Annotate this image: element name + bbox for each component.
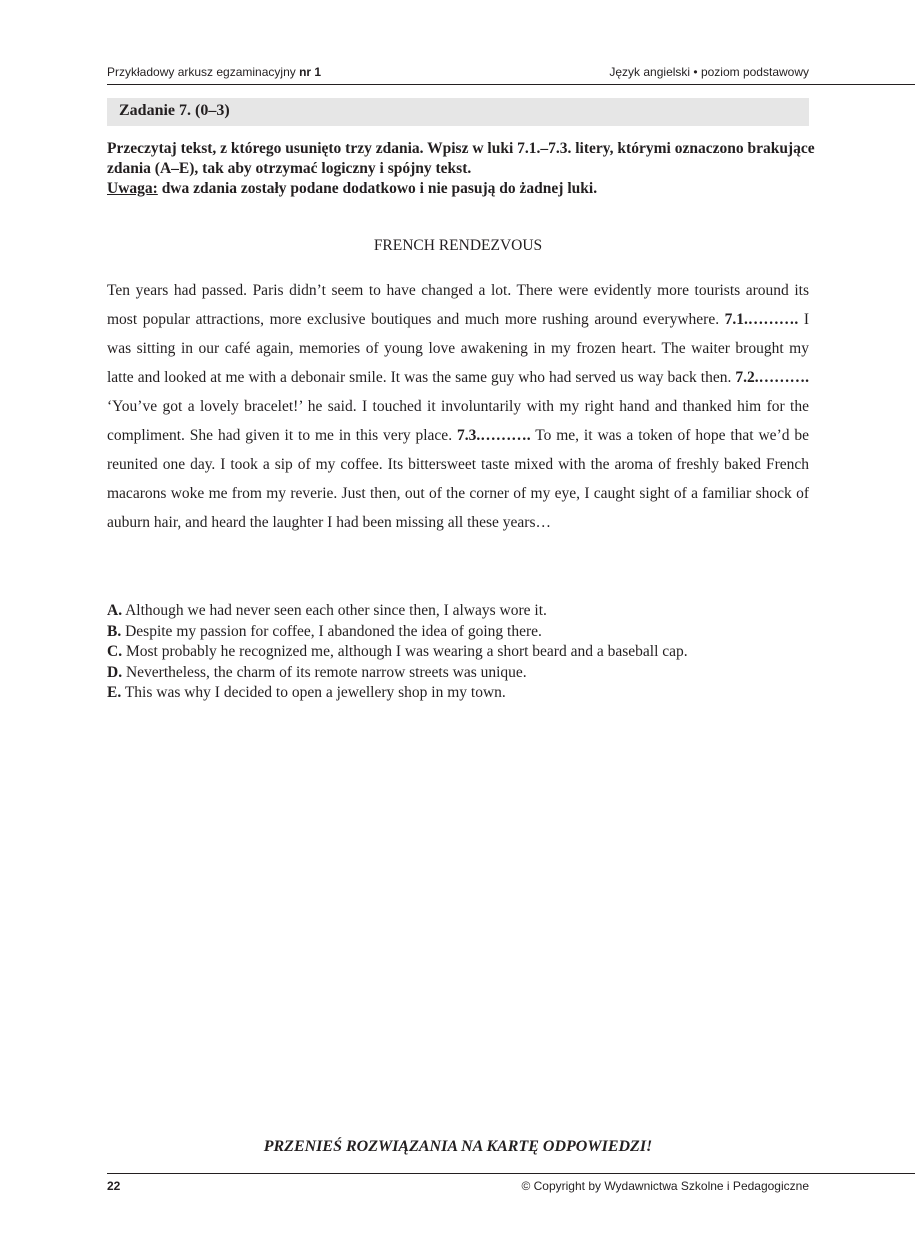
option-text: Most probably he recognized me, although I was wearing a short beard and a baseball cap. [122,643,688,660]
text-title: FRENCH RENDEZVOUS [373,237,543,254]
transfer-answers-note: PRZENIEŚ ROZWIĄZANIA NA KARTĘ ODPOWIEDZI! [263,1138,653,1155]
page-number: 22 [107,1179,121,1193]
reading-text [107,276,809,537]
text-part-4: To me, it was a token of hope that we’d be reunited one day. I took a sip of my coffee. Its bittersweet taste mixed with the aroma of freshly baked French macarons woke me from my reverie. Just then, out of the corner of my eye, I caught sight of a familiar shock of auburn hair, and heard the laughter I had been missing all these years… [107,427,809,531]
option-letter: D. [107,663,123,681]
note-label: Uwaga: [107,180,158,197]
instruction-text: Przeczytaj tekst, z którego usunięto trzy zdania. Wpisz w luki 7.1.–7.3. litery, którymi oznaczono brakujące zdania (A–E), tak aby otrzymać logiczny i spójny tekst. [107,140,815,177]
option-text: Nevertheless, the charm of its remote narrow streets was unique. [122,663,527,681]
gap-7-2: 7.2.………. [735,369,809,386]
footer-divider [107,1173,915,1174]
header-exam-number: nr 1 [299,65,322,79]
note-text: dwa zdania zostały podane dodatkowo i nie pasują do żadnej luki. [157,180,598,197]
gap-7-3: 7.3.………. [456,427,531,444]
text-part-3: ‘You’ve got a lovely bracelet!’ he said. I touched it involuntarily with my right hand and thanked him for the compliment. She had given it to me in this very place. [107,398,809,444]
option-e [107,683,809,704]
option-letter: A. [107,602,123,619]
task-title: Zadanie 7. (0–3) [107,98,809,126]
option-text: Despite my passion for coffee, I abandoned the idea of going there. [121,622,542,640]
header-exam-title-text: Przykładowy arkusz egzaminacyjny [107,65,296,79]
option-b [107,622,809,643]
option-letter: E. [107,684,122,701]
text-part-1: Ten years had passed. Paris didn’t seem to have changed a lot. There were evidently more tourists around its most popular attractions, more exclusive boutiques and much more rushing around everywhere. [107,282,809,328]
text-part-2: I was sitting in our café again, memories of young love awakening in my frozen heart. The waiter brought my latte and looked at me with a debonair smile. It was the same guy who had served us way back then. [107,311,809,386]
header-exam-title [107,65,321,79]
option-text: This was why I decided to open a jewellery shop in my town. [121,684,506,701]
option-a [107,601,809,622]
header-subject: Język angielski • poziom podstawowy [609,65,809,79]
option-letter: B. [107,622,122,640]
gap-7-1: 7.1.………. [724,311,799,328]
option-d [107,663,809,684]
option-text: Although we had never seen each other since then, I always wore it. [122,602,547,619]
option-letter: C. [107,643,123,660]
option-c [107,642,809,663]
task-instruction [107,139,817,199]
answer-options [107,601,809,704]
copyright: © Copyright by Wydawnictwa Szkolne i Pedagogiczne [521,1179,809,1193]
header-divider [107,84,915,85]
